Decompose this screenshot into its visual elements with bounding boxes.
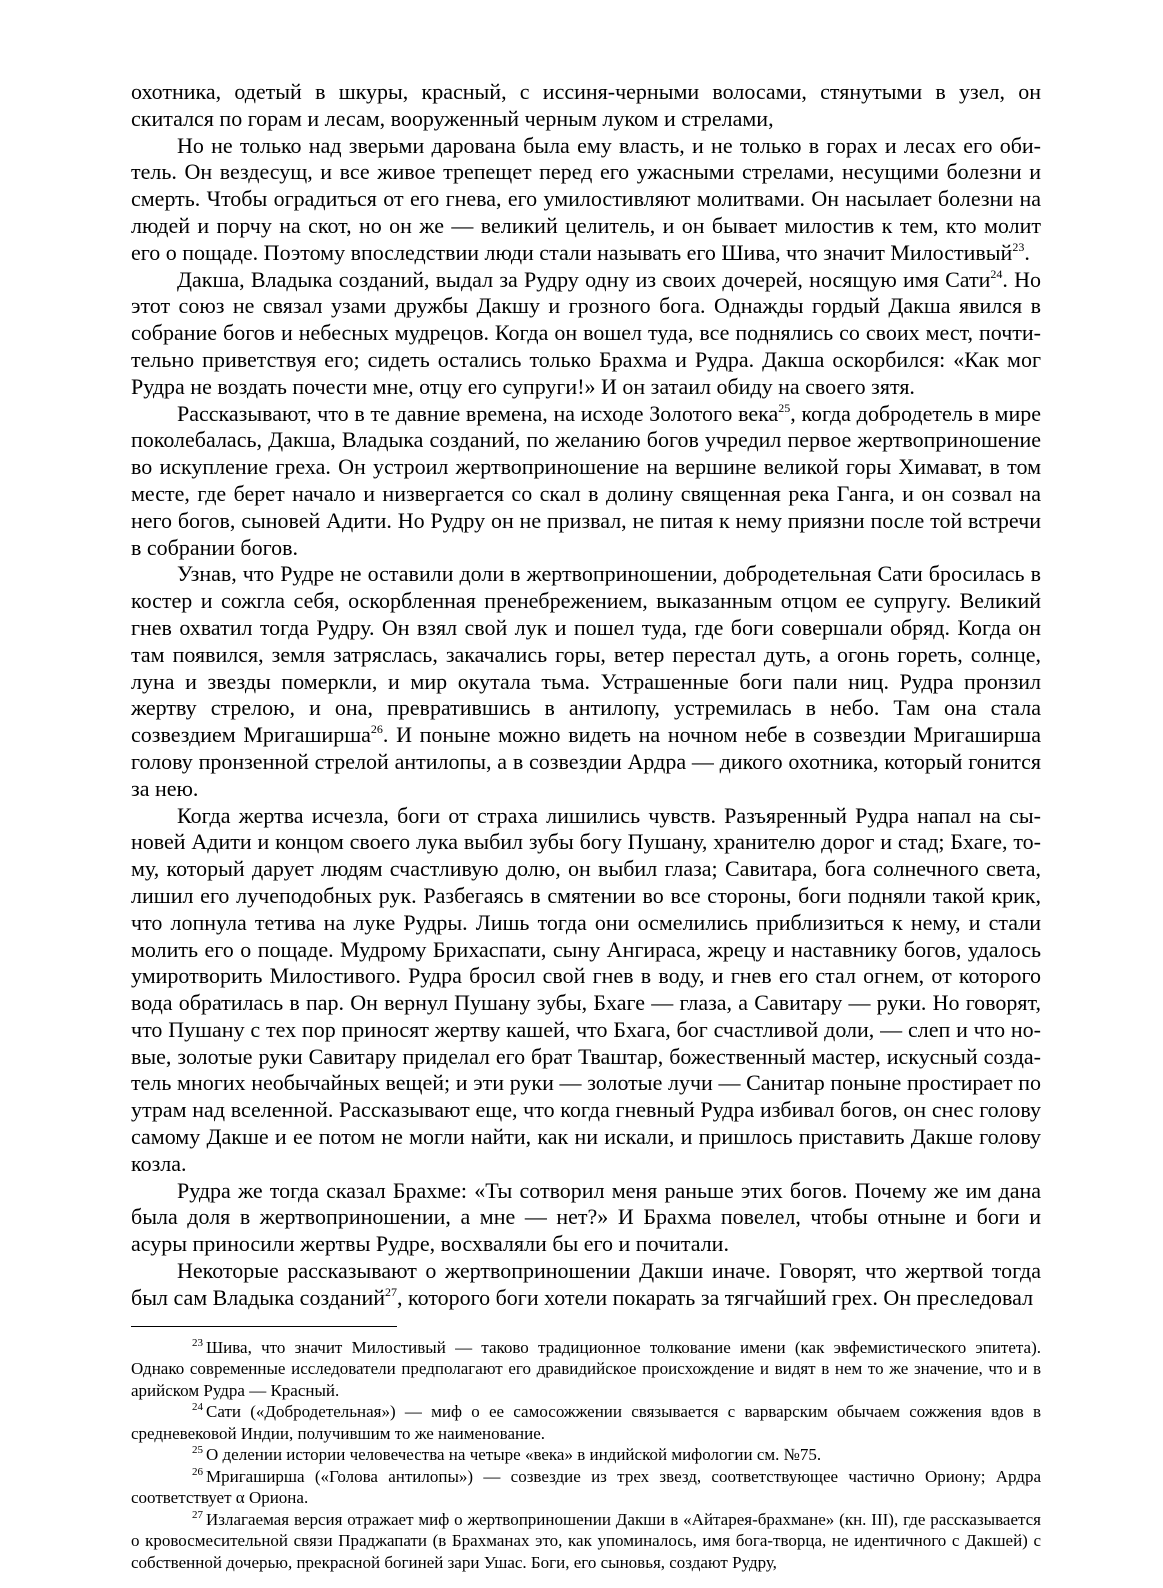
- footnote: $^{24}$ Сати («Добродетельная») — миф о ее самосожжении связывается с варварским обычаем сожжения вдов в средневековой Индии, получившим то же наименование.: [131, 1401, 1041, 1443]
- footnote: $^{27}$ Излагаемая версия отражает миф о жертвоприношении Дакши в «Айтарея-брахмане» (кн. III), где рассказывается о кровосмесительной связи Праджапати (в Брахманах это, как упоминалось, имя бога-творца, не идентичного с Дакшей) с собственной дочерью, прекрасной богиней зари Ушас. Боги, его сыновья, создают Рудру,: [131, 1508, 1041, 1572]
- paragraph-1: охотника, одетый в шкуры, красный, с иссиня-черными волосами, стянутыми в узел, он скитался по горам и лесам, вооруженный черным луком и стрелами,: [131, 79, 1041, 131]
- footnote: $^{26}$ Мригаширша («Голова антилопы») — созвездие из трех звезд, соответствующее частично Ориону; Ардра соответствует α Ориона.: [131, 1465, 1041, 1508]
- footnote-number: 27: [192, 1508, 203, 1521]
- footnote-ref-27[interactable]: 27: [385, 1284, 398, 1299]
- paragraph-6: Когда жертва исчезла, боги от страха лишились чувств. Разъяренный Рудра напал на сыновей Адити и концом своего лука выбил зубы богу Пушану, хранителю дорог и стад; Бхаге, тому, который дарует людям счастливую долю, он выбил глаза; Савитара, бога солнечного света, лишил его лучеподобных рук. Разбегаясь в смятении во все стороны, боги подняли такой крик, что лопнула тетива на луке Рудры. Лишь тогда они осмелились приблизиться к нему, и стали молить его о пощаде. Мудрому Брихаспати, сыну Ангираса, жрецу и наставнику богов, удалось умиротворить Милостивого. Рудра бросил свой гнев в воду, и гнев его стал огнем, от которого вода обратилась в пар. Он вернул Пушану зубы, Бхаге — глаза, а Савитару — руки. Но говорят, что Пушану с тех пор приносят жертву кашей, что Бхага, бог счастливой доли, — слеп и что новые, золотые руки Савитару приделал его брат Тваштар, божественный мастер, искусный создатель многих необычайных вещей; и эти руки — золотые лучи — Санитар поныне простирает по утрам над вселенной. Рассказывают еще, что когда гневный Рудра избивал богов, он снес голову самому Дакше и ее потом не могли найти, как ни искали, и пришлось приставить Дакше голову козла.: [131, 802, 1041, 1176]
- footnote: $^{23}$ Шива, что значит Милостивый — таково традиционное толкование имени (как эвфемистического эпитета). Однако современные исследователи предполагают его дравидийское происхождение и видят в нем то же значение, что и в арийском Рудра — Красный.: [131, 1336, 1041, 1400]
- paragraph-2: Но не только над зверьми дарована была ему власть, и не только в горах и лесах его обитель. Он вездесущ, и все живое трепещет перед его ужасными стрелами, несущими болезни и смерть. Чтобы оградиться от его гнева, его умилостивляют молитвами. Он насылает болезни на людей и порчу на скот, но он же — великий целитель, и он бывает милостив к тем, кто молит его о пощаде. Поэтому впоследствии люди стали называть его Шива, что значит Милостивый$^{23}$.: [131, 132, 1041, 265]
- main-text: [131, 79, 1041, 1312]
- footnote-number: 25: [192, 1444, 203, 1457]
- paragraph-4: Рассказывают, что в те давние времена, на исходе Золотого века$^{25}$, когда добродетель в мире поколебалась, Дакша, Владыка созданий, по желанию богов учредил первое жертвоприношение во искупление греха. Он устроил жертвоприношение на вершине великой горы Химават, в том месте, где берет начало и низвергается со скал в долину священная река Ганга, и он созвал на него богов, сыновей Адити. Но Рудру он не призвал, не питая к нему приязни после той встречи в собрании богов.: [131, 400, 1041, 560]
- footnote-number: 26: [192, 1465, 203, 1478]
- paragraph-3: Дакша, Владыка созданий, выдал за Рудру одну из своих дочерей, носящую имя Сати$^{24}$. Но этот союз не связал узами дружбы Дакшу и грозного бога. Однажды гордый Дакша явился в собрание богов и небесных мудрецов. Когда он вошел туда, все поднялись со своих мест, почтительно приветствуя его; сидеть остались только Брахма и Рудра. Дакша оскорбился: «Как мог Рудра не воздать почести мне, отцу его супруги!» И он затаил обиду на своего зятя.: [131, 266, 1041, 399]
- footnote-ref-24[interactable]: 24: [990, 266, 1003, 281]
- footnote-ref-25[interactable]: 25: [778, 400, 791, 415]
- footnote-divider: [131, 1326, 397, 1327]
- footnote-number: 24: [192, 1401, 203, 1414]
- paragraph-7: Рудра же тогда сказал Брахме: «Ты сотворил меня раньше этих богов. Почему же им дана была доля в жертвоприношении, а мне — нет?» И Брахма повелел, чтобы отныне и боги и асуры приносили жертвы Рудре, восхваляли бы его и почитали.: [131, 1177, 1041, 1257]
- footnote-ref-26[interactable]: 26: [370, 722, 383, 737]
- footnote-number: 23: [192, 1336, 203, 1349]
- footnotes: [131, 1337, 1041, 1574]
- page: [131, 79, 1041, 1573]
- footnote-ref-23[interactable]: 23: [1012, 239, 1025, 254]
- footnote: $^{25}$ О делении истории человечества на четыре «века» в индийской мифологии см. №75.: [192, 1444, 822, 1465]
- paragraph-5: Узнав, что Рудре не оставили доли в жертвоприношении, добродетельная Сати бросилась в костер и сожгла себя, оскорбленная пренебрежением, выказанным отцом ее супругу. Великий гнев охватил тогда Рудру. Он взял свой лук и пошел туда, где боги совершали обряд. Когда он там появился, земля затряслась, закачались горы, ветер перестал дуть, а огонь гореть, солнце, луна и звезды померкли, и мир окутала тьма. Устрашенные боги пали ниц. Рудра пронзил жертву стрелою, и она, превратившись в антилопу, устремилась в небо. Там она стала созвездием Мригаширша$^{26}$. И поныне можно видеть на ночном небе в созвездии Мригаширша голову пронзенной стрелой антилопы, а в созвездии Ардра — дикого охотника, который гонится за нею.: [131, 561, 1041, 801]
- paragraph-8: Некоторые рассказывают о жертвоприношении Дакши иначе. Говорят, что жертвой тогда был сам Владыка созданий$^{27}$, которого боги хотели покарать за тягчайший грех. Он преследовал: [131, 1258, 1041, 1310]
